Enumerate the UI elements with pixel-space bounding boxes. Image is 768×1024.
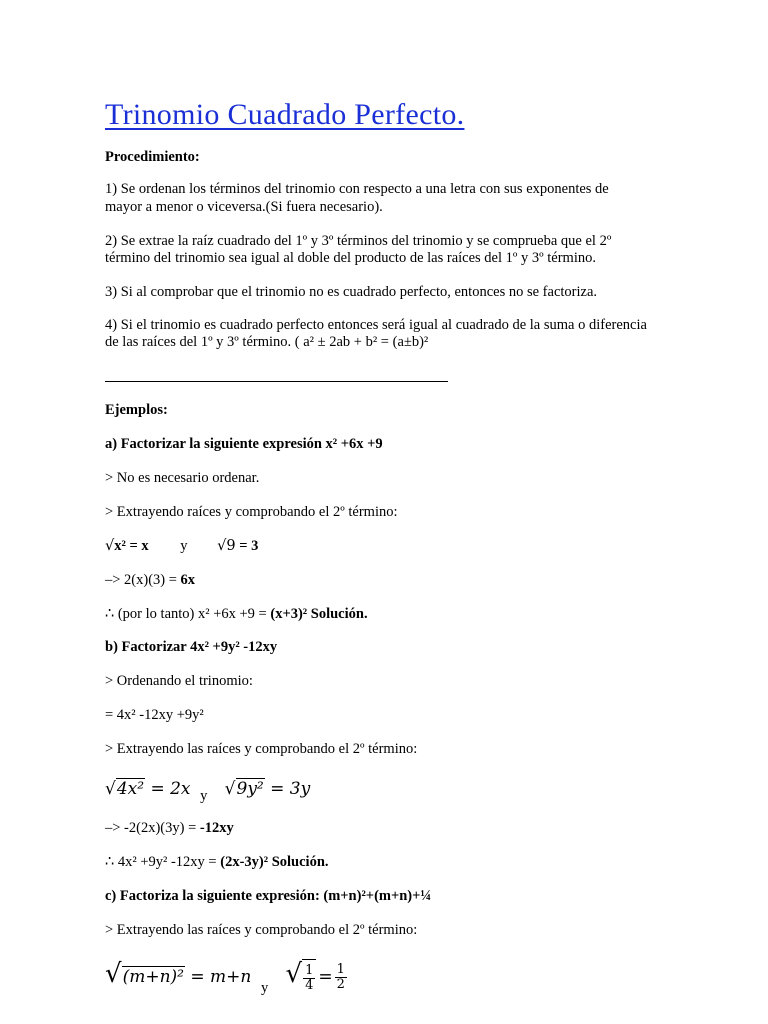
example-b-check: [105, 820, 234, 837]
root2-expression: = 3: [235, 538, 259, 554]
solution-value: (x+3)² Solución.: [270, 606, 368, 622]
step3-line: 3) Si al comprobar que el trinomio no es cuadrado perfecto, entonces no se factoriza.: [105, 284, 598, 300]
check-value: 6x: [180, 572, 196, 588]
root-result-3y: = 3y: [270, 779, 311, 799]
sqrt-symbol: √: [105, 779, 116, 799]
example-b-line1: > Ordenando el trinomio:: [105, 673, 253, 689]
example-a-title: a) Factorizar la siguiente expresión x² +6x +9: [105, 436, 383, 452]
example-a-roots: [105, 538, 258, 555]
solution-prefix: ∴ 4x² +9y² -12xy =: [105, 854, 221, 870]
radicand-mn2: (m+n)²: [122, 967, 184, 987]
sqrt-symbol: √: [285, 959, 303, 989]
separator-line: [105, 381, 448, 382]
step2-line2: término del trinomio sea igual al doble del producto de las raíces del 1º y 3º término.: [105, 250, 596, 266]
solution-value: (2x-3y)² Solución.: [220, 854, 329, 870]
sqrt-symbol: √: [105, 959, 122, 989]
and-y: y: [260, 980, 269, 996]
example-a-solution: [105, 606, 368, 623]
check-value: -12xy: [199, 820, 234, 836]
sqrt-nine: √9: [217, 538, 236, 554]
solution-prefix: ∴ (por lo tanto) x² +6x +9 =: [105, 606, 271, 622]
check-prefix: –> 2(x)(3) =: [105, 572, 181, 588]
root-result-2x: = 2x: [150, 779, 191, 799]
example-b-solution: [105, 854, 329, 871]
root1-expression: x² = x: [114, 538, 149, 554]
step4-line1: 4) Si el trinomio es cuadrado perfecto entonces será igual al cuadrado de la suma o diferencia: [105, 317, 647, 333]
procedure-heading: Procedimiento:: [105, 149, 200, 165]
sqrt-symbol: √: [105, 538, 115, 554]
examples-heading: Ejemplos:: [105, 402, 168, 418]
sqrt-symbol: √: [224, 779, 236, 799]
example-a-line2: > Extrayendo raíces y comprobando el 2º término:: [105, 504, 398, 520]
step1-line2: mayor a menor o viceversa.(Si fuera necesario).: [105, 199, 383, 215]
example-b-line2: = 4x² -12xy +9y²: [105, 707, 204, 723]
root-result-mn: = m+n: [190, 967, 252, 987]
radicand-9y2: 9y²: [236, 779, 264, 799]
fraction-one-half: $\frac{1}{2}$: [336, 962, 345, 992]
example-c-roots: [105, 956, 347, 996]
step2-line1: 2) Se extrae la raíz cuadrado del 1º y 3º términos del trinomio y se comprueba que el 2º: [105, 233, 612, 249]
and-y: y: [180, 538, 188, 554]
example-a-check: [105, 572, 195, 589]
example-b-title: b) Factorizar 4x² +9y² -12xy: [105, 639, 278, 655]
page-title: Trinomio Cuadrado Perfecto.: [105, 98, 465, 131]
check-prefix: –> -2(2x)(3y) =: [105, 820, 200, 836]
step4-line2: de las raíces del 1º y 3º término. ( a² ± 2ab + b² = (a±b)²: [105, 334, 429, 350]
fraction-one-quarter: $\frac{1}{4}$: [305, 963, 314, 993]
step1-line1: 1) Se ordenan los términos del trinomio con respecto a una letra con sus exponentes de: [105, 181, 609, 197]
example-a-line1: > No es necesario ordenar.: [105, 470, 260, 486]
and-y: y: [200, 788, 208, 804]
equals-sign: =: [318, 967, 333, 987]
radicand-4x2: 4x²: [116, 779, 145, 799]
example-c-title: c) Factoriza la siguiente expresión: (m+n)²+(m+n)+¼: [105, 888, 432, 904]
example-b-roots: [105, 776, 310, 803]
example-c-line1: > Extrayendo las raíces y comprobando el 2º término:: [105, 922, 418, 938]
example-b-line3: > Extrayendo las raíces y comprobando el 2º término:: [105, 741, 418, 757]
